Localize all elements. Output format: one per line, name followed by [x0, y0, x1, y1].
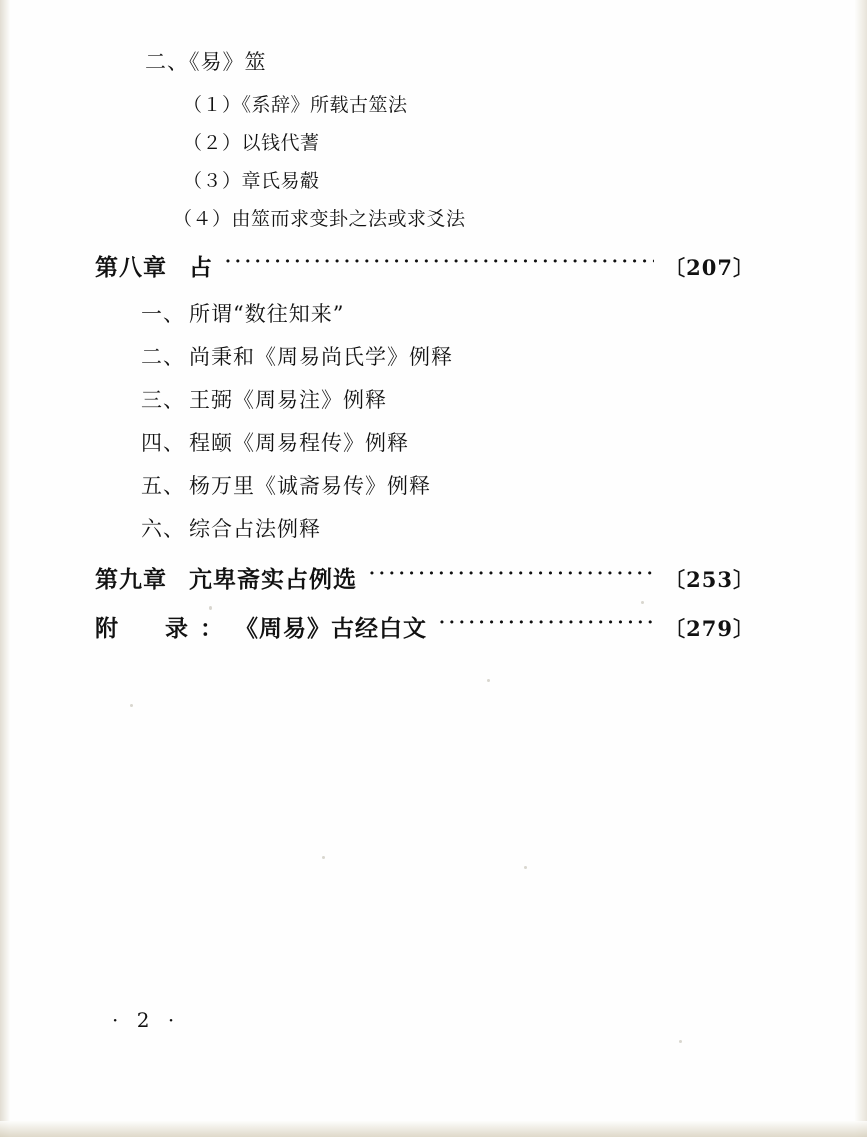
page-folio [112, 1008, 180, 1032]
toc-chapter-nine [95, 561, 755, 594]
toc-entry-number: 六、 [141, 517, 185, 541]
toc-subitem-label: （１）《系辞》所载古筮法 [183, 94, 408, 116]
toc-section-heading [145, 46, 755, 76]
toc-entry-label: 综合占法例释 [189, 517, 321, 541]
table-of-contents [95, 46, 755, 643]
toc-section-heading-label: 二、《易》筮 [145, 50, 267, 74]
scan-speck [209, 606, 212, 610]
toc-entry [141, 470, 755, 500]
toc-entry-number: 三、 [141, 388, 185, 412]
scan-speck [641, 601, 644, 604]
scan-speck [322, 856, 325, 859]
scan-speck [487, 679, 490, 682]
chapter-title: 占 [189, 254, 213, 281]
toc-entry [141, 341, 755, 371]
page-edge-shadow-bottom [0, 1121, 867, 1137]
dot-leader [439, 613, 654, 636]
folio-dot-right: · [167, 1008, 181, 1032]
toc-entry [141, 384, 755, 414]
appendix-page-number: 〔279〕 [664, 616, 755, 641]
chapter-page-number: 〔207〕 [664, 255, 755, 280]
appendix-title: 《周易》古经白文 [235, 615, 427, 642]
folio-dot-left: · [112, 1008, 125, 1032]
appendix-label: 附 录： [95, 615, 235, 642]
page-edge-shadow-left [0, 0, 10, 1137]
page-edge-shadow-right [855, 0, 867, 1137]
toc-entry-number: 二、 [141, 345, 185, 369]
toc-appendix [95, 610, 755, 643]
toc-subitem [173, 204, 755, 231]
toc-entry [141, 427, 755, 457]
toc-subitem [183, 128, 755, 155]
toc-chapter-eight [95, 249, 755, 282]
toc-entry-number: 五、 [141, 474, 185, 498]
chapter-title: 亢卑斋实占例选 [189, 566, 357, 593]
toc-subitem-label: （３）章氏易觳 [183, 170, 320, 192]
toc-entry-label: 杨万里《诚斋易传》例释 [189, 474, 431, 498]
toc-entry-label: 所谓“数往知来” [189, 302, 345, 326]
scan-speck [524, 866, 527, 869]
toc-entry [141, 513, 755, 543]
toc-entry-number: 四、 [141, 431, 185, 455]
dot-leader [369, 564, 654, 587]
toc-entry [141, 298, 755, 328]
scan-speck [679, 1040, 682, 1043]
toc-subitem [183, 90, 755, 117]
folio-number: 2 [136, 1008, 156, 1032]
toc-subitem-label: （２）以钱代蓍 [183, 132, 320, 154]
dot-leader [225, 252, 654, 275]
toc-subitem-label: （４）由筮而求变卦之法或求爻法 [173, 208, 466, 230]
chapter-label: 第九章 [95, 566, 167, 593]
scan-speck [130, 704, 133, 707]
toc-entry-number: 一、 [141, 302, 185, 326]
toc-entry-label: 程颐《周易程传》例释 [189, 431, 409, 455]
chapter-page-number: 〔253〕 [664, 567, 755, 592]
toc-subitem [183, 166, 755, 193]
toc-entry-label: 尚秉和《周易尚氏学》例释 [189, 345, 453, 369]
toc-entry-label: 王弼《周易注》例释 [189, 388, 387, 412]
chapter-label: 第八章 [95, 254, 167, 281]
